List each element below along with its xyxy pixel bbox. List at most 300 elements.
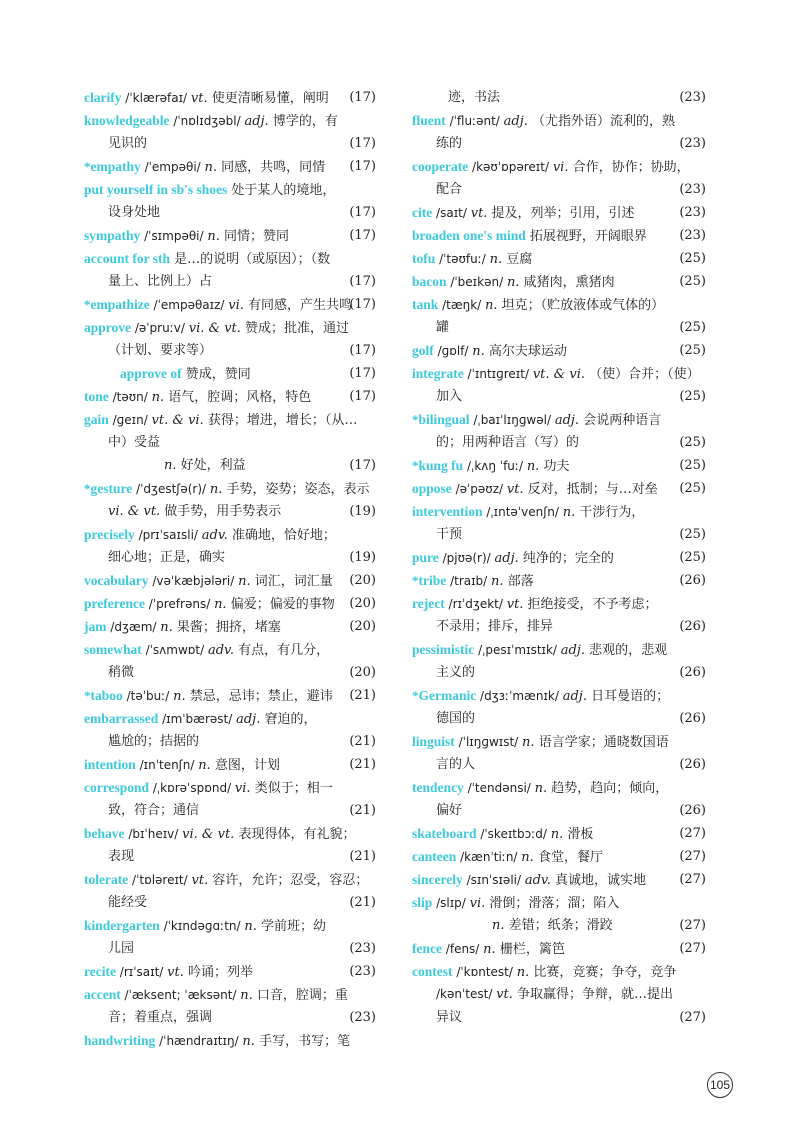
definition: 争取赢得；争辩，就…提出 <box>512 987 674 1002</box>
part-of-speech: n. <box>506 275 520 290</box>
vocab-entry <box>84 914 376 960</box>
definition: 干涉行为， <box>575 505 645 520</box>
entry-line <box>84 822 376 845</box>
part-of-speech: n. <box>516 965 530 980</box>
vocab-entry <box>412 247 706 270</box>
phonetic: /kænˈtiːn/ <box>456 850 522 864</box>
phonetic: /ˈkɒntest/ <box>452 965 517 979</box>
page-ref: (21) <box>349 895 376 910</box>
definition: 手势，姿势；姿态，表示 <box>222 482 370 497</box>
page-ref: (21) <box>349 688 376 703</box>
page-ref: (26) <box>679 619 706 634</box>
definition: 禁忌，忌讳；禁止，避讳 <box>185 689 333 704</box>
definition: 容许，允许；忍受，容忍； <box>208 873 369 888</box>
definition: 窘迫的， <box>260 712 317 727</box>
part-of-speech: adj. <box>244 114 269 129</box>
headword: kindergarten <box>84 918 160 933</box>
left-column <box>84 86 376 1052</box>
part-of-speech: vi. & vt. <box>188 321 241 336</box>
definition: 滑板 <box>563 827 594 842</box>
entry-star: * <box>84 481 91 496</box>
entry-line <box>84 776 376 799</box>
entry-line <box>84 592 376 615</box>
page-ref: (20) <box>349 665 376 680</box>
page-ref: (23) <box>349 1010 376 1025</box>
definition: 拓展视野，开阔眼界 <box>525 229 647 244</box>
entry-line <box>84 684 376 707</box>
definition: 赞成，赞同 <box>181 367 251 382</box>
entry-line <box>84 408 376 431</box>
headword: golf <box>412 343 434 358</box>
headword: embarrassed <box>84 711 159 726</box>
entry-line <box>84 546 376 569</box>
phonetic: /tæŋk/ <box>438 298 486 312</box>
definition: 词汇，词汇量 <box>250 574 333 589</box>
entry-line <box>84 247 376 270</box>
headword: sincerely <box>412 872 463 887</box>
page-ref: (23) <box>349 941 376 956</box>
phonetic: /kənˈtest/ <box>436 987 497 1001</box>
page-ref: (25) <box>679 320 706 335</box>
page-ref: (25) <box>679 343 706 358</box>
definition: 偏爱；偏爱的事物 <box>226 597 335 612</box>
definition: 加入 <box>436 389 463 404</box>
definition: 博学的，有 <box>268 114 338 129</box>
entry-line <box>412 454 706 477</box>
vocab-entry <box>412 638 706 684</box>
headword: contest <box>412 964 453 979</box>
part-of-speech: n. <box>483 942 496 957</box>
part-of-speech: vt. <box>167 965 184 980</box>
definition: 有点，有几分， <box>233 643 330 658</box>
headword: handwriting <box>84 1033 156 1048</box>
definition: 德国的 <box>436 711 476 726</box>
entry-line <box>84 707 376 730</box>
definition: 配合 <box>436 182 463 197</box>
phonetic: /ˈæksent; ˈæksənt/ <box>120 988 241 1002</box>
part-of-speech: n. <box>534 781 548 796</box>
vocab-entry <box>412 270 706 293</box>
definition: 口音，腔调；重 <box>252 988 348 1003</box>
headword: tribe <box>418 573 447 588</box>
phonetic: /sɪnˈsɪəli/ <box>462 873 525 887</box>
definition: 中）受益 <box>108 435 161 450</box>
part-of-speech: n. <box>151 390 165 405</box>
part-of-speech: adv. <box>201 528 228 543</box>
phonetic: /ˈhændraɪtɪŋ/ <box>155 1034 243 1048</box>
part-of-speech: adj. <box>494 551 519 566</box>
vocab-entry <box>84 408 376 477</box>
entry-line <box>84 638 376 661</box>
definition: 比赛，竞赛；争夺，竞争 <box>529 965 677 980</box>
page-ref: (17) <box>349 90 376 105</box>
definition: 见识的 <box>108 136 148 151</box>
vocab-entry <box>84 155 376 178</box>
entry-line <box>84 661 376 684</box>
phonetic: /pjʊə(r)/ <box>438 551 495 565</box>
page-ref: (27) <box>679 1010 706 1025</box>
phonetic: /ˈsʌmwɒt/ <box>141 643 208 657</box>
entry-line <box>84 86 376 109</box>
phonetic: /ˈprefrəns/ <box>144 597 215 611</box>
headword: approve <box>84 320 132 335</box>
headword: linguist <box>412 734 455 749</box>
headword: slip <box>412 895 433 910</box>
part-of-speech: n. <box>489 252 503 267</box>
headword: bacon <box>412 274 447 289</box>
entry-line <box>412 385 706 408</box>
definition: 吟诵；列举 <box>183 965 254 980</box>
definition: 类似于；相一 <box>250 781 333 796</box>
definition: 言的人 <box>436 757 476 772</box>
part-of-speech: n. <box>492 918 505 933</box>
page-ref: (23) <box>679 90 706 105</box>
headword: pure <box>412 550 439 565</box>
entry-line <box>412 247 706 270</box>
definition: 迹，书法 <box>448 90 501 105</box>
phonetic: /ˈdʒestʃə(r)/ <box>132 482 210 496</box>
definition: 学前班；幼 <box>256 919 327 934</box>
entry-line <box>84 132 376 155</box>
definition: 坦克；（贮放液体或气体的） <box>497 298 665 313</box>
headword: behave <box>84 826 125 841</box>
page-ref: (23) <box>679 228 706 243</box>
headword: broaden one's mind <box>412 228 526 243</box>
vocab-entry <box>412 201 706 224</box>
definition: 功夫 <box>539 459 570 474</box>
entry-line <box>412 477 706 500</box>
entry-line <box>412 707 706 730</box>
part-of-speech: vt. & vi. <box>151 413 204 428</box>
vocab-entry <box>412 362 706 408</box>
part-of-speech: n. <box>238 574 251 589</box>
definition: 趋势，趋向；倾向， <box>547 781 669 796</box>
definition: 量上、比例上）占 <box>108 274 213 289</box>
definition: 部落 <box>503 574 534 589</box>
vocab-entry <box>412 730 706 776</box>
definition: 练的 <box>436 136 463 151</box>
page-ref: (17) <box>349 389 376 404</box>
vocab-entry <box>412 822 706 845</box>
entry-line <box>412 293 706 316</box>
phonetic: /dʒɜːˈmænɪk/ <box>476 689 563 703</box>
definition: 音；着重点，强调 <box>108 1010 213 1025</box>
definition: 能经受 <box>108 895 148 910</box>
part-of-speech: n. <box>160 620 173 635</box>
phonetic: /ɡɒlf/ <box>433 344 473 358</box>
headword: somewhat <box>84 642 142 657</box>
definition: 果酱；拥挤，堵塞 <box>172 620 281 635</box>
definition: 同情；赞同 <box>219 229 290 244</box>
headword: skateboard <box>412 826 477 841</box>
definition: （使）合并；（使） <box>584 367 700 382</box>
phonetic: /ˈkɪndəɡɑːtn/ <box>159 919 245 933</box>
part-of-speech: adj. <box>503 114 528 129</box>
headword: bilingual <box>418 412 470 427</box>
definition: 不录用；排斥，排异 <box>436 619 554 634</box>
page-ref: (25) <box>679 550 706 565</box>
definition: 儿园 <box>108 941 135 956</box>
definition: 准确地，恰好地； <box>227 528 336 543</box>
vocab-entry <box>84 638 376 684</box>
headword: Germanic <box>418 688 477 703</box>
entry-line <box>84 799 376 822</box>
part-of-speech: n. <box>207 229 220 244</box>
page-ref: (20) <box>349 619 376 634</box>
headword: vocabulary <box>84 573 149 588</box>
vocab-entry <box>412 592 706 638</box>
entry-line <box>412 891 706 914</box>
entry-line <box>412 546 706 569</box>
phonetic: /ˈtendənsi/ <box>463 781 535 795</box>
page-ref: (21) <box>349 757 376 772</box>
definition: 罐 <box>436 320 450 335</box>
entry-star: * <box>84 297 91 312</box>
vocab-entry <box>84 868 376 914</box>
definition: 表现得体，有礼貌； <box>234 827 356 842</box>
headword: sympathy <box>84 228 141 243</box>
vocab-entry <box>412 86 706 109</box>
phonetic: /vəˈkæbjələri/ <box>148 574 239 588</box>
phonetic: /traɪb/ <box>446 574 492 588</box>
entry-line <box>412 431 706 454</box>
definition: 细心地；正是，确实 <box>108 550 226 565</box>
definition: 设身处地 <box>108 205 161 220</box>
entry-line <box>412 339 706 362</box>
entry-line <box>412 960 706 983</box>
entry-line <box>84 109 376 132</box>
phonetic: /rɪˈdʒekt/ <box>444 597 507 611</box>
part-of-speech: vt. <box>190 91 208 106</box>
entry-line <box>84 178 376 201</box>
entry-line <box>412 523 706 546</box>
page-ref: (27) <box>679 849 706 864</box>
entry-line <box>412 500 706 523</box>
phonetic: /əˈpəʊz/ <box>451 482 507 496</box>
definition: 悲观的，悲观 <box>585 643 668 658</box>
definition: 获得；增进，增长；（从… <box>203 413 358 428</box>
part-of-speech: n. <box>240 988 253 1003</box>
headword: knowledgeable <box>84 113 170 128</box>
entry-star: * <box>412 573 419 588</box>
definition: 使更清晰易懂，阐明 <box>207 91 329 106</box>
page-ref: (25) <box>679 251 706 266</box>
part-of-speech: n. <box>526 459 540 474</box>
phonetic: /rɪˈsaɪt/ <box>115 965 168 979</box>
definition: 差错；纸条；滑跤 <box>504 918 613 933</box>
vocab-entry <box>412 224 706 247</box>
vocab-entry <box>84 224 376 247</box>
page-ref: (21) <box>349 803 376 818</box>
vocab-entry <box>84 385 376 408</box>
vocab-entry <box>84 86 376 109</box>
headword: taboo <box>90 688 123 703</box>
vocab-entry <box>84 960 376 983</box>
vocab-entry <box>412 408 706 454</box>
part-of-speech: n. <box>164 458 177 473</box>
entry-line <box>84 362 376 385</box>
entry-star: * <box>412 688 419 703</box>
definition: 同感，共鸣，同情 <box>217 160 326 175</box>
entry-line <box>412 868 706 891</box>
page-ref: (20) <box>349 573 376 588</box>
vocab-entry <box>84 776 376 822</box>
definition: 表现 <box>108 849 135 864</box>
vocab-entry <box>412 960 706 1029</box>
part-of-speech: vi. & vt. <box>182 827 235 842</box>
vocab-entry <box>84 1029 376 1052</box>
headword: cooperate <box>412 159 469 174</box>
definition: 反对，抵制；与…对垒 <box>523 482 658 497</box>
headword: intervention <box>412 504 483 519</box>
phonetic: /ˈbeɪkən/ <box>446 275 507 289</box>
entry-line <box>84 500 376 523</box>
headword: intention <box>84 757 136 772</box>
page-ref: (20) <box>349 596 376 611</box>
entry-line <box>84 224 376 247</box>
definition: 日耳曼语的； <box>586 689 670 704</box>
part-of-speech: n. <box>173 689 186 704</box>
part-of-speech: vi. <box>228 298 244 313</box>
vocab-entry <box>84 983 376 1029</box>
definition: 处于某人的境地， <box>227 183 336 198</box>
page-ref: (17) <box>349 274 376 289</box>
vocab-entry <box>412 293 706 339</box>
headword: pessimistic <box>412 642 475 657</box>
part-of-speech: adj. <box>554 413 580 428</box>
vocab-entry <box>412 155 706 201</box>
definition: 意图，计划 <box>210 758 280 773</box>
right-column <box>412 86 706 1029</box>
part-of-speech: vi. & vt. <box>108 504 161 519</box>
definition: 干预 <box>436 527 463 542</box>
page-ref: (25) <box>679 435 706 450</box>
part-of-speech: adv. <box>207 643 234 658</box>
page-ref: (23) <box>679 182 706 197</box>
phonetic: /ˈempəθi/ <box>140 160 205 174</box>
headword: fence <box>412 941 442 956</box>
phonetic: /ˈsɪmpəθi/ <box>140 229 208 243</box>
entry-star: * <box>84 688 91 703</box>
part-of-speech: adj. <box>560 643 586 658</box>
entry-line <box>84 293 376 316</box>
vocab-entry <box>412 776 706 822</box>
part-of-speech: adv. <box>524 873 551 888</box>
entry-line <box>412 316 706 339</box>
part-of-speech: n. <box>472 344 485 359</box>
page-ref: (25) <box>679 389 706 404</box>
page-ref: (27) <box>679 918 706 933</box>
headword: fluent <box>412 113 446 128</box>
entry-line <box>412 661 706 684</box>
headword: tofu <box>412 251 436 266</box>
entry-line <box>412 362 706 385</box>
vocab-entry <box>412 477 706 500</box>
headword: integrate <box>412 366 464 381</box>
entry-line <box>412 753 706 776</box>
entry-line <box>84 914 376 937</box>
phonetic: /ˈlɪŋɡwɪst/ <box>454 735 523 749</box>
entry-line <box>412 937 706 960</box>
part-of-speech: n. <box>214 597 227 612</box>
entry-line <box>84 937 376 960</box>
entry-line <box>412 224 706 247</box>
entry-line <box>412 730 706 753</box>
phonetic: /dʒæm/ <box>106 620 161 634</box>
entry-line <box>412 155 706 178</box>
page-ref: (17) <box>349 159 376 174</box>
headword: tone <box>84 389 109 404</box>
vocab-entry <box>84 316 376 362</box>
definition: 滑倒；滑落；溜；陷入 <box>485 896 620 911</box>
phonetic: /təˈbuː/ <box>122 689 174 703</box>
part-of-speech: n. <box>198 758 211 773</box>
definition: 豆腐 <box>502 252 533 267</box>
page-ref: (17) <box>349 228 376 243</box>
phonetic: /ɪnˈtenʃn/ <box>135 758 199 772</box>
entry-line <box>84 730 376 753</box>
page-ref: (21) <box>349 849 376 864</box>
entry-line <box>84 454 376 477</box>
entry-line <box>412 86 706 109</box>
part-of-speech: n. <box>242 1034 255 1049</box>
entry-line <box>412 1006 706 1029</box>
entry-line <box>412 799 706 822</box>
headword: gesture <box>90 481 133 496</box>
part-of-speech: vt. <box>506 482 524 497</box>
entry-line <box>412 822 706 845</box>
part-of-speech: adj. <box>236 712 261 727</box>
entry-line <box>412 615 706 638</box>
definition: 提及，列举；引用，引述 <box>487 206 635 221</box>
entry-line <box>84 155 376 178</box>
vocab-entry <box>84 684 376 707</box>
entry-line <box>84 891 376 914</box>
entry-line <box>84 431 376 454</box>
page-ref: (19) <box>349 550 376 565</box>
vocab-entry <box>84 293 376 316</box>
page-ref: (25) <box>679 274 706 289</box>
part-of-speech: n. <box>491 574 504 589</box>
definition: （计划、要求等） <box>108 343 213 358</box>
phonetic: /prɪˈsaɪsli/ <box>134 528 202 542</box>
page-ref: (26) <box>679 711 706 726</box>
headword: empathize <box>90 297 150 312</box>
entry-line <box>84 868 376 891</box>
entry-line <box>84 201 376 224</box>
part-of-speech: vi. <box>552 160 569 175</box>
page-ref: (25) <box>679 458 706 473</box>
entry-line <box>84 477 376 500</box>
vocab-entry <box>84 569 376 592</box>
entry-line <box>84 316 376 339</box>
phonetic: /saɪt/ <box>432 206 471 220</box>
headword: kung fu <box>418 458 464 473</box>
part-of-speech: vt. <box>496 987 513 1002</box>
part-of-speech: vt. <box>470 206 488 221</box>
vocab-entry <box>84 753 376 776</box>
vocab-entry <box>412 454 706 477</box>
definition: 栅栏，篱笆 <box>495 942 565 957</box>
entry-line <box>412 109 706 132</box>
part-of-speech: adj. <box>562 689 587 704</box>
headword: correspond <box>84 780 150 795</box>
vocab-entry <box>412 684 706 730</box>
vocab-entry <box>412 339 706 362</box>
vocab-entry <box>412 937 706 960</box>
vocab-entry <box>84 615 376 638</box>
phonetic: /bɪˈheɪv/ <box>124 827 183 841</box>
